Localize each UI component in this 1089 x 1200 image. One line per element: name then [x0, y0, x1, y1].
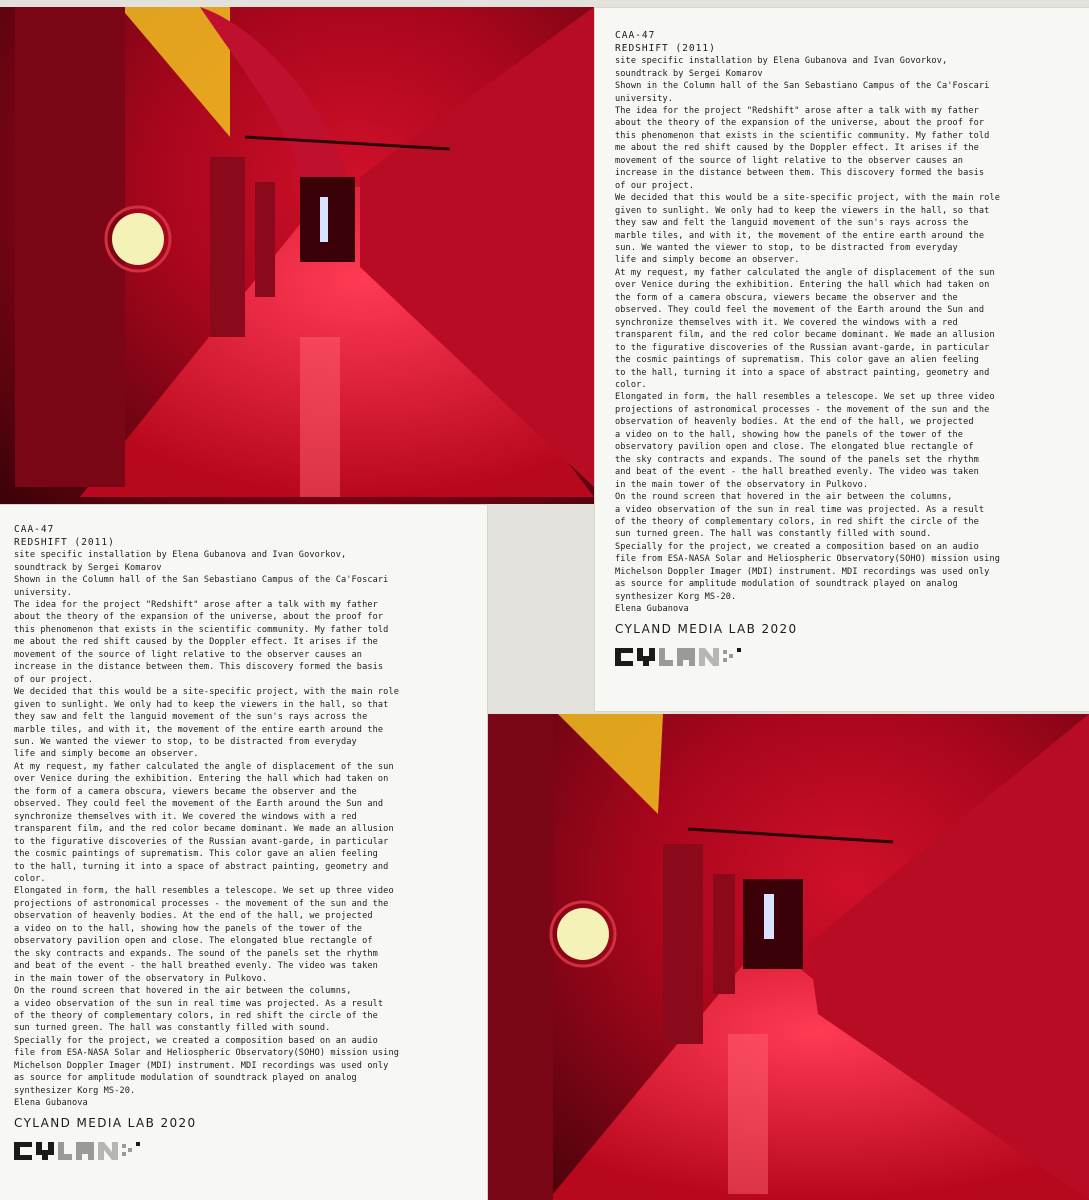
- credits: site specific installation by Elena Gubanova and Ivan Govorkov, soundtrack by Sergei Komarov: [615, 56, 948, 79]
- paragraph-1: The idea for the project "Redshift" arose after a talk with my father about the theory of the expansion of the universe, about the proof for this phenomenon that exists in the scientific community. My father told me about the red shift caused by the Doppler effect. It arises if the movement of the source of light relative to the observer causes an increase in the distance between them. This discovery formed the basis of our project.: [615, 106, 990, 191]
- paragraph-5: On the round screen that hovered in the air between the columns, a video observation of the sun in real time was projected. As a result of the theory of complementary colors, in red shift the circle of the sun turned green. The hall was constantly filled with sound.: [615, 492, 985, 540]
- signature: Elena Gubanova: [615, 604, 689, 615]
- paragraph-4: Elongated in form, the hall resembles a telescope. We set up three video projections of astronomical processes - the movement of the sun and the observation of heavenly bodies. At the end of the hall, we projected a video on to the hall, showing how the panels of the tower of the observatory pavilion open and close. The elongated blue rectangle of the sky contracts and expands. The sound of the panels set the rhythm and beat of the event - the hall breathed evenly. The video was taken in the main tower of the observatory in Pulkovo.: [14, 886, 394, 984]
- text-card-top-right: [595, 8, 1089, 711]
- text-card-bottom-left: [0, 505, 487, 1200]
- paragraph-2: We decided that this would be a site-specific project, with the main role given to sunlight. We only had to keep the viewers in the hall, so that they saw and felt the languid movement of the sun's rays across the marble tiles, and with it, the movement of the entire earth around the sun. We wanted the viewer to stop, to be distracted from everyday life and simply become an observer.: [14, 687, 399, 760]
- catalog-code: CAA-47: [615, 30, 656, 41]
- photo-bottom-right: [488, 714, 1089, 1200]
- location: Shown in the Column hall of the San Sebastiano Campus of the Ca'Foscari university.: [615, 81, 990, 104]
- photo-top-left: [0, 7, 594, 504]
- hall-photo-illustration: [488, 714, 1089, 1200]
- artwork-title: REDSHIFT (2011): [615, 42, 716, 54]
- signature: Elena Gubanova: [14, 1098, 88, 1109]
- hall-photo-illustration: [0, 7, 594, 504]
- paragraph-1: The idea for the project "Redshift" arose after a talk with my father about the theory of the expansion of the universe, about the proof for this phenomenon that exists in the scientific community. My father told me about the red shift caused by the Doppler effect. It arises if the movement of the source of light relative to the observer causes an increase in the distance between them. This discovery formed the basis of our project.: [14, 600, 389, 685]
- paragraph-4: Elongated in form, the hall resembles a telescope. We set up three video projections of astronomical processes - the movement of the sun and the observation of heavenly bodies. At the end of the hall, we projected a video on to the hall, showing how the panels of the tower of the observatory pavilion open and close. The elongated blue rectangle of the sky contracts and expands. The sound of the panels set the rhythm and beat of the event - the hall breathed evenly. The video was taken in the main tower of the observatory in Pulkovo.: [615, 392, 995, 490]
- location: Shown in the Column hall of the San Sebastiano Campus of the Ca'Foscari university.: [14, 575, 389, 598]
- catalog-code: CAA-47: [14, 524, 55, 535]
- lab-name: CYLAND MEDIA LAB 2020: [615, 621, 798, 636]
- paragraph-3: At my request, my father calculated the angle of displacement of the sun over Venice during the exhibition. Entering the hall which had taken on the form of a camera obscura, viewers became the observer and the observed. They could feel the movement of the Earth around the Sun and synchronize themselves with it. We covered the windows with a red transparent film, and the red color became dominant. We made an allusion to the figurative discoveries of the Russian avant-garde, in particular the cosmic paintings of suprematism. This color gave an alien feeling to the hall, turning it into a space of abstract painting, geometry and color.: [615, 267, 995, 390]
- lab-name: CYLAND MEDIA LAB 2020: [14, 1115, 197, 1130]
- paragraph-5: On the round screen that hovered in the air between the columns, a video observation of the sun in real time was projected. As a result of the theory of complementary colors, in red shift the circle of the sun turned green. The hall was constantly filled with sound.: [14, 986, 384, 1034]
- paragraph-2: We decided that this would be a site-specific project, with the main role given to sunlight. We only had to keep the viewers in the hall, so that they saw and felt the languid movement of the sun's rays across the marble tiles, and with it, the movement of the entire earth around the sun. We wanted the viewer to stop, to be distracted from everyday life and simply become an observer.: [615, 193, 1000, 266]
- cyland-logo: [615, 644, 795, 670]
- cyland-logo: [14, 1138, 194, 1164]
- artwork-title: REDSHIFT (2011): [14, 536, 115, 548]
- paragraph-3: At my request, my father calculated the angle of displacement of the sun over Venice during the exhibition. Entering the hall which had taken on the form of a camera obscura, viewers became the observer and the observed. They could feel the movement of the Earth around the Sun and synchronize themselves with it. We covered the windows with a red transparent film, and the red color became dominant. We made an allusion to the figurative discoveries of the Russian avant-garde, in particular the cosmic paintings of suprematism. This color gave an alien feeling to the hall, turning it into a space of abstract painting, geometry and color.: [14, 761, 394, 884]
- paragraph-6: Specially for the project, we created a composition based on an audio file from ESA-NASA Solar and Heliospheric Observatory(SOHO) mission using Michelson Doppler Imager (MDI) instrument. MDI recordings was used only as source for amplitude modulation of soundtrack played on analog synthesizer Korg MS-20.: [14, 1035, 399, 1096]
- credits: site specific installation by Elena Gubanova and Ivan Govorkov, soundtrack by Sergei Komarov: [14, 550, 347, 573]
- paragraph-6: Specially for the project, we created a composition based on an audio file from ESA-NASA Solar and Heliospheric Observatory(SOHO) mission using Michelson Doppler Imager (MDI) instrument. MDI recordings was used only as source for amplitude modulation of soundtrack played on analog synthesizer Korg MS-20.: [615, 541, 1000, 602]
